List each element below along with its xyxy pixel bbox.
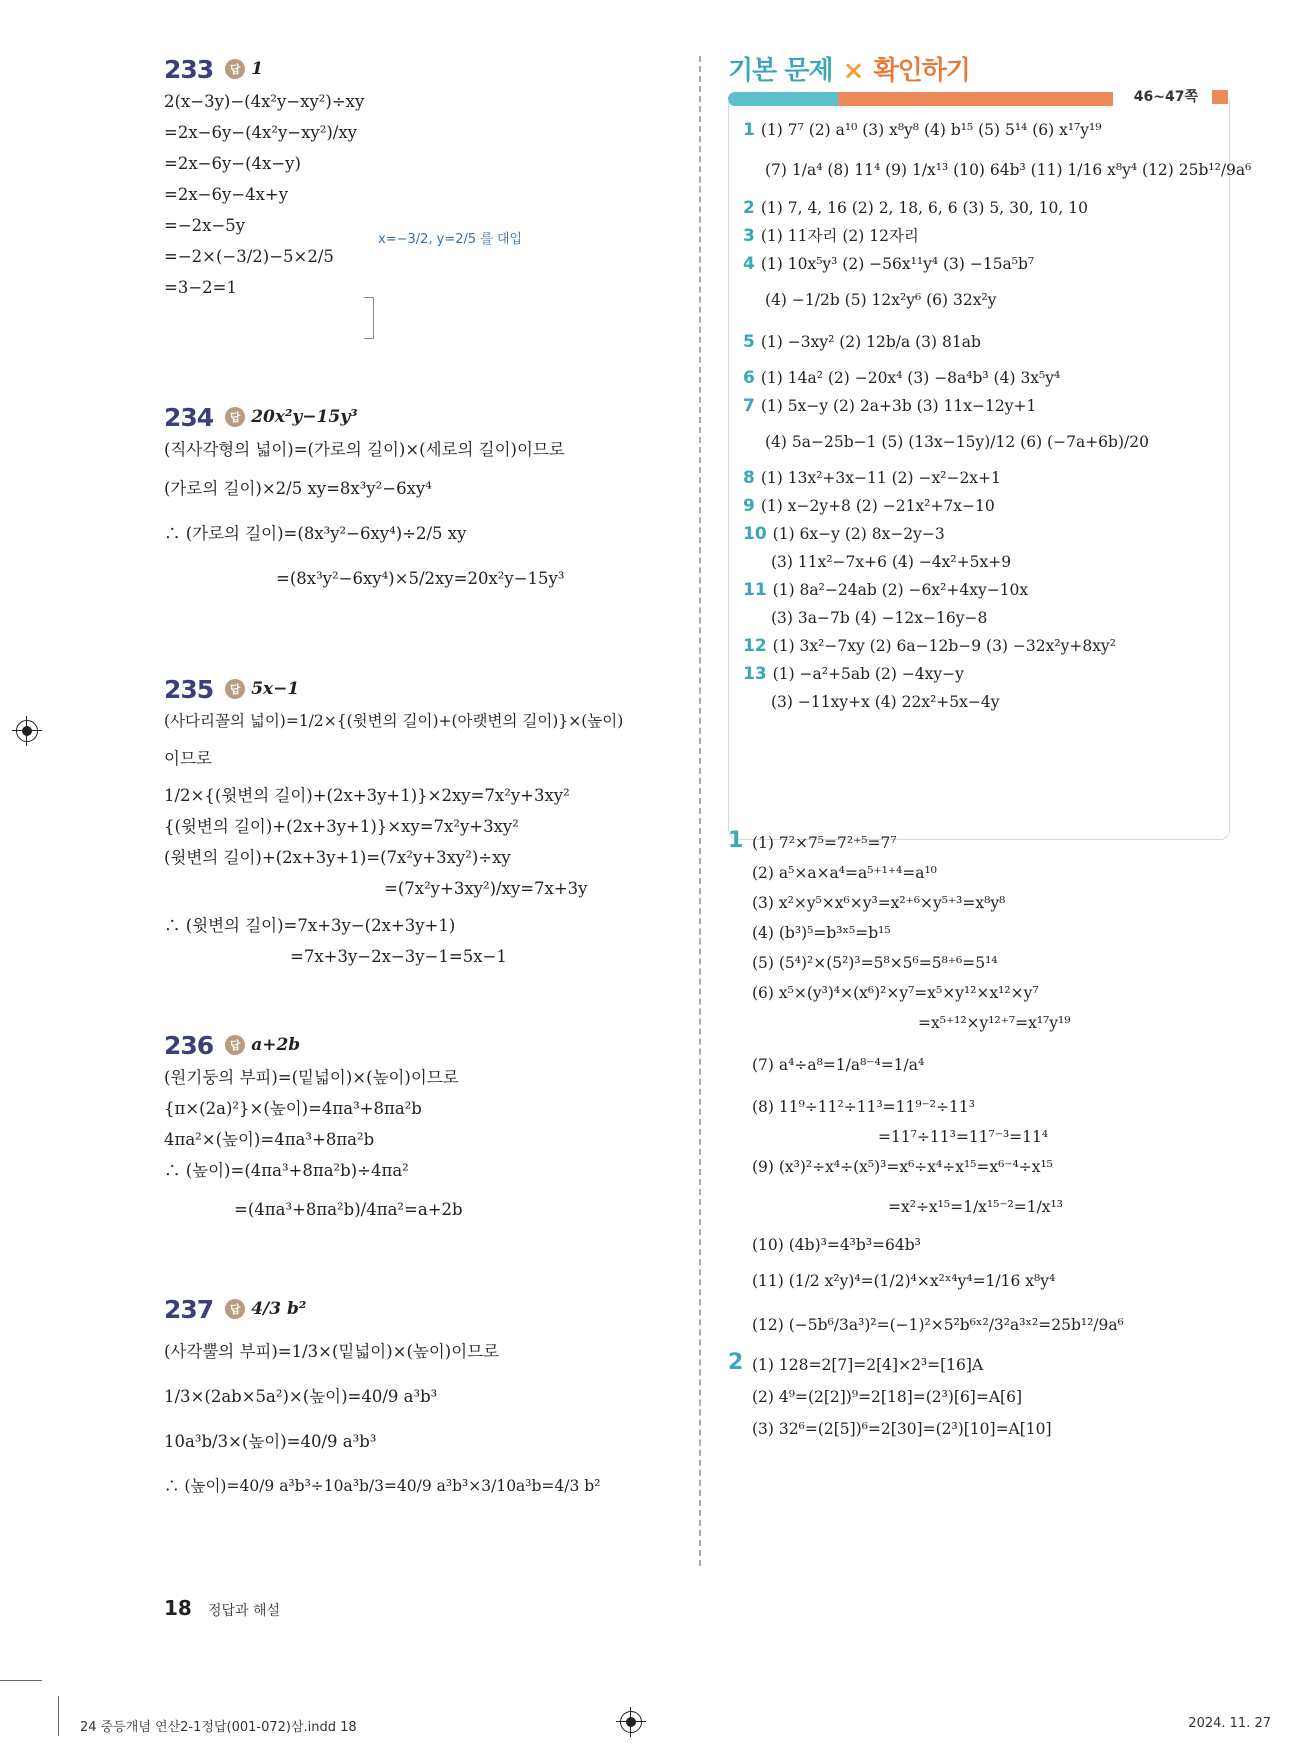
page-range: 46~47쪽: [1133, 89, 1198, 105]
problem-number: 234: [164, 402, 214, 432]
solution-line: =3−2=1: [164, 278, 237, 297]
solution-line: 10a³b/3×(높이)=40/9 a³b³: [164, 1432, 377, 1451]
solution-line: 1/2×{(윗변의 길이)+(2x+3y+1)}×2xy=7x²y+3xy²: [164, 786, 570, 805]
solution-line: {(윗변의 길이)+(2x+3y+1)}×xy=7x²y+3xy²: [164, 817, 519, 836]
solution-line: =2x−6y−(4x−y): [164, 154, 301, 173]
key-answers: (3) 11x²−7x+6 (4) −4x²+5x+9: [771, 553, 1012, 571]
solution-line: 1/3×(2ab×5a²)×(높이)=40/9 a³b³: [164, 1387, 438, 1406]
key-answers: (1) 10x⁵y³ (2) −56x¹¹y⁴ (3) −15a⁵b⁷: [760, 255, 1035, 273]
key-answers: (1) −3xy² (2) 12b/a (3) 81ab: [760, 333, 981, 351]
key-answers: (3) 3a−7b (4) −12x−16y−8: [771, 609, 988, 627]
problem-234: [164, 400, 684, 594]
answer-value: 5x−1: [251, 679, 300, 699]
answer-badge-icon: 답: [225, 679, 245, 699]
registration-mark-icon: [16, 720, 38, 742]
solution-line: (가로의 길이)×2/5 xy=8x³y²−6xy⁴: [164, 479, 432, 498]
key-answers: (1) 3x²−7xy (2) 6a−12b−9 (3) −32x²y+8xy²: [772, 637, 1116, 655]
key-answers: (1) 6x−y (2) 8x−2y−3: [772, 525, 945, 543]
solution-line: ∴ (높이)=40/9 a³b³÷10a³b/3=40/9 a³b³×3/10a³b=4/3 b²: [164, 1477, 601, 1495]
solution-line: (사각뿔의 부피)=1/3×(밑넓이)×(높이)이므로: [164, 1342, 500, 1361]
problem-233: [164, 52, 684, 303]
key-answers: (4) −1/2b (5) 12x²y⁶ (6) 32x²y: [765, 291, 997, 309]
key-answers: (3) −11xy+x (4) 22x²+5x−4y: [771, 693, 1000, 711]
answer-badge-icon: 답: [225, 59, 245, 79]
key-answers: (1) x−2y+8 (2) −21x²+7x−10: [760, 497, 995, 515]
key-number: 3: [743, 226, 755, 246]
answer-value: 1: [251, 59, 264, 79]
crop-mark: [0, 1680, 42, 1681]
solution-line: (6) x⁵×(y³)⁴×(x⁶)²×y⁷=x⁵×y¹²×x¹²×y⁷: [752, 984, 1039, 1002]
solution-line: 2(x−3y)−(4x²y−xy²)÷xy: [164, 92, 365, 111]
cross-icon: ×: [842, 56, 864, 86]
solution-line: (10) (4b)³=4³b³=64b³: [752, 1236, 921, 1254]
solution-line: =7x+3y−2x−3y−1=5x−1: [290, 947, 507, 966]
solution-line: (사다리꼴의 넓이)=1/2×{(윗변의 길이)+(아랫변의 길이)}×(높이): [164, 712, 624, 730]
solution-line: ∴ (높이)=(4πa³+8πa²b)÷4πa²: [164, 1161, 409, 1180]
solution-line: (3) x²×y⁵×x⁶×y³=x²⁺⁶×y⁵⁺³=x⁸y⁸: [752, 894, 1006, 912]
page-label: 정답과 해설: [208, 1603, 281, 1619]
solution-number: 2: [728, 1350, 744, 1375]
answer-badge-icon: 답: [225, 1035, 245, 1055]
answer-value: 20x²y−15y³: [251, 407, 358, 427]
key-answers: (1) −a²+5ab (2) −4xy−y: [772, 665, 964, 683]
answer-value: 4/3 b²: [251, 1299, 307, 1319]
key-number: 9: [743, 496, 755, 516]
solution-line: =(4πa³+8πa²b)/4πa²=a+2b: [234, 1200, 463, 1219]
key-answers: (1) 7, 4, 16 (2) 2, 18, 6, 6 (3) 5, 30, 10, 10: [760, 199, 1088, 217]
solution-line: =x⁵⁺¹²×y¹²⁺⁷=x¹⁷y¹⁹: [918, 1014, 1071, 1032]
key-answers: (1) 14a² (2) −20x⁴ (3) −8a⁴b³ (4) 3x⁵y⁴: [760, 369, 1061, 387]
solution-line: (2) 4⁹=(2[2])⁹=2[18]=(2³)[6]=A[6]: [752, 1388, 1022, 1406]
registration-mark-icon: [620, 1711, 642, 1733]
problem-235: [164, 672, 684, 972]
solution-line: =(8x³y²−6xy⁴)×5/2xy=20x²y−15y³: [276, 569, 565, 588]
solution-line: (4) (b³)⁵=b³ˣ⁵=b¹⁵: [752, 924, 891, 942]
problem-236: [164, 1028, 684, 1225]
problem-number: 235: [164, 674, 214, 704]
section-title: [728, 50, 970, 90]
answer-key-box: [728, 100, 1252, 840]
title-part-a: 기본 문제: [728, 56, 833, 86]
page-number: 18: [164, 1596, 192, 1620]
key-number: 11: [743, 580, 767, 600]
solution-line: (1) 7²×7⁵=7²⁺⁵=7⁷: [752, 834, 897, 852]
solution-line: =x²÷x¹⁵=1/x¹⁵⁻²=1/x¹³: [888, 1198, 1063, 1216]
problem-number: 236: [164, 1030, 214, 1060]
problem-237: [164, 1292, 684, 1502]
solution-line: (9) (x³)²÷x⁴÷(x⁵)³=x⁶÷x⁴÷x¹⁵=x⁶⁻⁴÷x¹⁵: [752, 1158, 1053, 1176]
problem-number: 233: [164, 54, 214, 84]
solution-line: (12) (−5b⁶/3a³)²=(−1)²×5²b⁶ˣ²/3²a³ˣ²=25b¹²/9a⁶: [752, 1316, 1124, 1334]
problem-number: 237: [164, 1294, 214, 1324]
solution-line: (직사각형의 넓이)=(가로의 길이)×(세로의 길이)이므로: [164, 440, 565, 459]
key-answers: (4) 5a−25b−1 (5) (13x−15y)/12 (6) (−7a+6b)/20: [765, 433, 1149, 451]
solution-line: (원기둥의 부피)=(밑넓이)×(높이)이므로: [164, 1068, 459, 1087]
solution-line: =(7x²y+3xy²)/xy=7x+3y: [384, 879, 588, 898]
key-number: 8: [743, 468, 755, 488]
solution-line: =−2x−5y: [164, 216, 246, 235]
solution-line: (윗변의 길이)+(2x+3y+1)=(7x²y+3xy²)÷xy: [164, 848, 511, 867]
key-number: 12: [743, 636, 767, 656]
key-number: 2: [743, 198, 755, 218]
bracket-icon: [364, 297, 374, 339]
solution-line: =2x−6y−4x+y: [164, 185, 289, 204]
key-number: 10: [743, 524, 767, 544]
solution-line: (8) 11⁹÷11²÷11³=11⁹⁻²÷11³: [752, 1098, 975, 1116]
solution-line: =−2×(−3/2)−5×2/5: [164, 247, 334, 266]
solution-line: (1) 128=2[7]=2[4]×2³=[16]A: [752, 1356, 984, 1374]
solution-line: (5) (5⁴)²×(5²)³=5⁸×5⁶=5⁸⁺⁶=5¹⁴: [752, 954, 998, 972]
solution-line: =11⁷÷11³=11⁷⁻³=11⁴: [878, 1128, 1049, 1146]
solution-line: {π×(2a)²}×(높이)=4πa³+8πa²b: [164, 1099, 422, 1118]
key-answers: (1) 13x²+3x−11 (2) −x²−2x+1: [760, 469, 1001, 487]
substitution-note: x=−3/2, y=2/5 를 대입: [378, 232, 523, 247]
crop-mark: [58, 1696, 59, 1736]
solution-line: ∴ (윗변의 길이)=7x+3y−(2x+3y+1): [164, 916, 456, 935]
key-answers: (1) 8a²−24ab (2) −6x²+4xy−10x: [772, 581, 1029, 599]
solution-line: (7) a⁴÷a⁸=1/a⁸⁻⁴=1/a⁴: [752, 1056, 925, 1074]
solution-line: (3) 32⁶=(2[5])⁶=2[30]=(2³)[10]=A[10]: [752, 1420, 1052, 1438]
solution-line: (11) (1/2 x²y)⁴=(1/2)⁴×x²ˣ⁴y⁴=1/16 x⁸y⁴: [752, 1272, 1056, 1290]
answer-value: a+2b: [251, 1035, 301, 1055]
print-date: 2024. 11. 27: [1188, 1716, 1271, 1731]
solution-line: 이므로: [164, 749, 212, 768]
solution-line: 4πa²×(높이)=4πa³+8πa²b: [164, 1130, 375, 1149]
key-number: 6: [743, 368, 755, 388]
key-answers: (1) 7⁷ (2) a¹⁰ (3) x⁸y⁸ (4) b¹⁵ (5) 5¹⁴ (6) x¹⁷y¹⁹: [760, 121, 1102, 139]
key-number: 4: [743, 254, 755, 274]
key-number: 7: [743, 396, 755, 416]
title-part-b: 확인하기: [873, 56, 970, 86]
key-number: 13: [743, 664, 767, 684]
key-answers: (1) 11자리 (2) 12자리: [760, 227, 919, 245]
key-number: 1: [743, 120, 755, 140]
answer-badge-icon: 답: [225, 407, 245, 427]
column-divider: [699, 56, 701, 1566]
solution-line: ∴ (가로의 길이)=(8x³y²−6xy⁴)÷2/5 xy: [164, 524, 467, 543]
key-answers: (7) 1/a⁴ (8) 11⁴ (9) 1/x¹³ (10) 64b³ (11) 1/16 x⁸y⁴ (12) 25b¹²/9a⁶: [765, 161, 1252, 179]
solution-line: (2) a⁵×a×a⁴=a⁵⁺¹⁺⁴=a¹⁰: [752, 864, 937, 882]
solution-number: 1: [728, 828, 744, 853]
file-info: 24 중등개념 연산2-1정답(001-072)삼.indd 18: [80, 1720, 357, 1735]
solution-line: =2x−6y−(4x²y−xy²)/xy: [164, 123, 357, 142]
key-answers: (1) 5x−y (2) 2a+3b (3) 11x−12y+1: [760, 397, 1037, 415]
key-number: 5: [743, 332, 755, 352]
answer-badge-icon: 답: [225, 1299, 245, 1319]
